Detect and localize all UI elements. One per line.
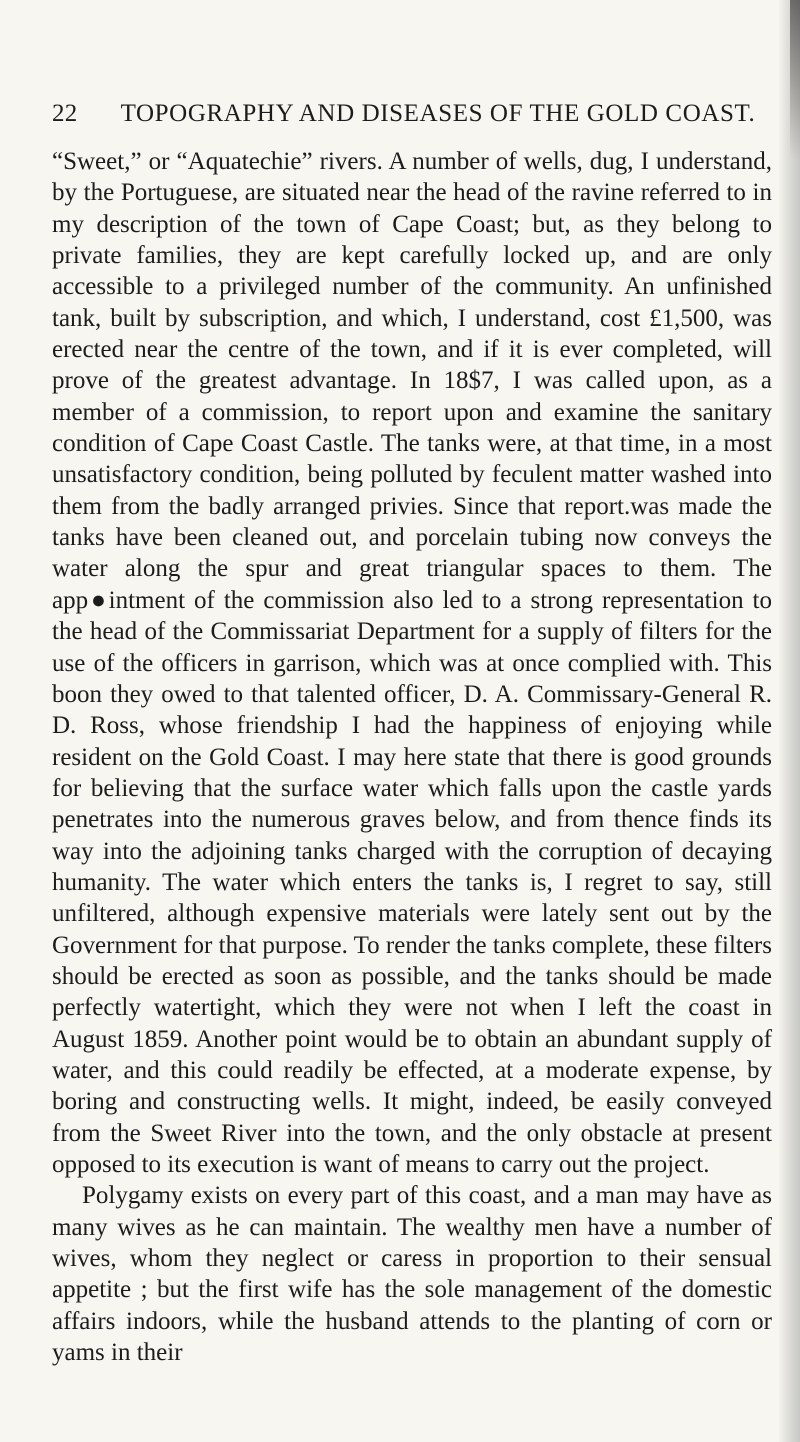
page-edge-top-shadow	[790, 0, 800, 160]
page-header	[52, 100, 772, 132]
body-text	[52, 146, 772, 1368]
paragraph-polygamy: Polygamy exists on every part of this coast, and a man may have as many wives as he can maintain. The wealthy men have a number of wives, whom they neglect or caress in proportion to their sensual appetite ; but the first wife has the sole management of the domestic affairs indoors, while the husband attends to the planting of corn or yams in their	[52, 1182, 772, 1367]
page-number: 22	[52, 100, 78, 127]
running-title: TOPOGRAPHY AND DISEASES OF THE GOLD COAST.	[120, 100, 756, 127]
page-edge-shadow	[778, 0, 800, 1442]
paragraph-water-supply: “Sweet,” or “Aquatechie” rivers. A number of wells, dug, I understand, by the Portuguese, are situated near the head of the ravine referred to in my description of the town of Cape Coast; but, as they belong to private families, they are kept carefully locked up, and are only accessible to a privileged number of the community. An unfinished tank, built by subscription, and which, I understand, cost £1,500, was erected near the centre of the town, and if it is ever completed, will prove of the greatest advantage. In 18$7, I was called upon, as a member of a commission, to report upon and examine the sanitary condition of Cape Coast Castle. The tanks were, at that time, in a most unsatisfactory condition, being polluted by feculent matter washed into them from the badly arranged privies. Since that report.was made the tanks have been cleaned out, and porcelain tubing now conveys the water along the spur and great triangular spaces to them. The app●intment of the commission also led to a strong representation to the head of the Commissariat Department for a supply of filters for the use of the officers in garrison, which was at once complied with. This boon they owed to that talented officer, D. A. Commissary-General R. D. Ross, whose friendship I had the happiness of enjoying while resident on the Gold Coast. I may here state that there is good grounds for believing that the surface water which falls upon the castle yards penetrates into the numerous graves below, and from thence finds its way into the adjoining tanks charged with the corruption of decaying humanity. The water which enters the tanks is, I regret to say, still unfiltered, although expensive materials were lately sent out by the Government for that purpose. To render the tanks complete, these filters should be erected as soon as possible, and the tanks should be made perfectly watertight, which they were not when I left the coast in August 1859. Another point would be to obtain an abundant supply of water, and this could readily be effected, at a moderate expense, by boring and constructing wells. It might, indeed, be easily conveyed from the Sweet River into the town, and the only obstacle at present opposed to its execution is want of means to carry out the project.	[52, 148, 772, 1178]
